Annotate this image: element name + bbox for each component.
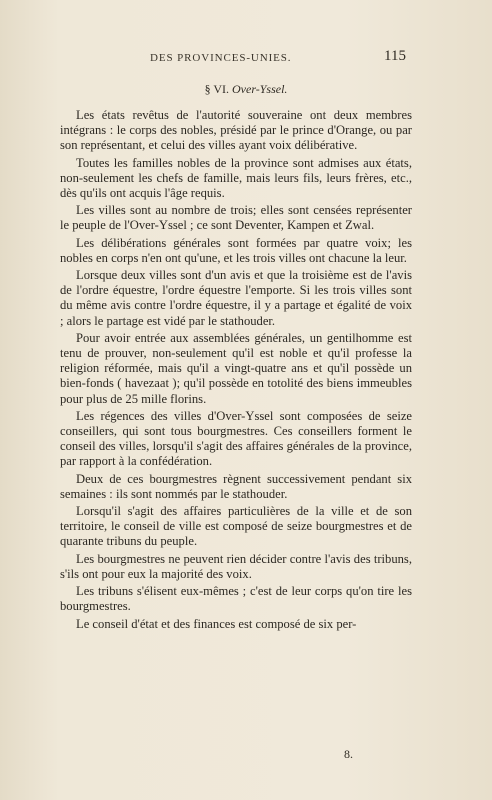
paragraph: Les tribuns s'élisent eux-mêmes ; c'est de leur corps qu'on tire les bourgmestres. bbox=[60, 584, 412, 614]
paragraph: Lorsqu'il s'agit des affaires particulières de la ville et de son territoire, le conseil de ville est composé de seize bourgmestres et de quarante tribuns du peuple. bbox=[60, 504, 412, 549]
section-number: § VI. bbox=[204, 82, 230, 96]
section-heading bbox=[0, 82, 492, 97]
running-title: DES PROVINCES-UNIES. bbox=[150, 52, 292, 64]
paragraph: Les bourgmestres ne peuvent rien décider contre l'avis des tribuns, s'ils ont pour eux la majorité des voix. bbox=[60, 551, 412, 581]
paragraph: Pour avoir entrée aux assemblées générales, un gentilhomme est tenu de prouver, non-seulement qu'il est noble et qu'il professe la religion réformée, mais qu'il a vingt-quatre ans et qu'il possède un bien-fonds ( havezaat ); qu'il possède en totolité des biens immeubles pour plus de 25 mille florins. bbox=[60, 330, 412, 406]
page-number: 115 bbox=[384, 48, 406, 64]
paragraph: Le conseil d'état et des finances est composé de six per- bbox=[76, 616, 357, 631]
paragraph: Les états revêtus de l'autorité souveraine ont deux membres intégrans : le corps des nobles, présidé par le prince d'Orange, ou par son représentant, et celui des villes ayant voix délibérative. bbox=[60, 108, 412, 153]
paragraph: Les villes sont au nombre de trois; elles sont censées représenter le peuple de l'Over-Yssel ; ce sont Deventer, Kampen et Zwal. bbox=[60, 203, 412, 233]
paragraph: Lorsque deux villes sont d'un avis et que la troisième est de l'avis de l'ordre équestre, l'ordre équestre l'emporte. Si les trois villes sont du même avis contre l'ordre équestre, il y a partage et égalité de voix ; alors le partage est vidé par le stathouder. bbox=[60, 268, 412, 328]
signature-mark: 8. bbox=[344, 747, 353, 761]
paragraph: Les délibérations générales sont formées par quatre voix; les nobles en corps n'en ont qu'une, et les trois villes ont chacune la leur. bbox=[60, 235, 412, 265]
body-text bbox=[60, 108, 412, 634]
section-title: Over-Yssel. bbox=[232, 82, 288, 96]
paragraph: Les régences des villes d'Over-Yssel sont composées de seize conseillers, qui sont tous bourgmestres. Ces conseillers forment le conseil des villes, lorsqu'il s'agit des affaires générales de la province, par rapport à la confédération. bbox=[60, 408, 412, 469]
paragraph: Deux de ces bourgmestres règnent successivement pendant six semaines : ils sont nommés par le stathouder. bbox=[60, 471, 412, 501]
paragraph: Toutes les familles nobles de la province sont admises aux états, non-seulement les chefs de famille, mais leurs fils, leurs frères, etc., dès qu'ils ont acquis l'âge requis. bbox=[60, 155, 412, 201]
